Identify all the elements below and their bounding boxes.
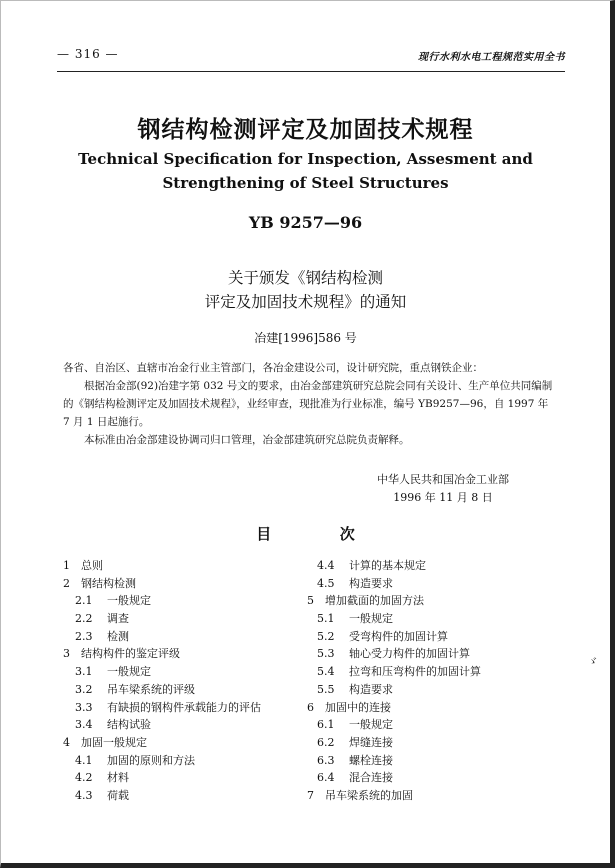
toc-item-label: 增加截面的加固方法	[325, 594, 424, 608]
toc-item	[63, 645, 303, 663]
toc-item	[307, 592, 557, 610]
toc-item	[307, 769, 557, 787]
toc-heading-char-2: 次	[339, 525, 355, 543]
toc-item-label: 结构试验	[107, 718, 151, 732]
toc-item-number: 4.5	[317, 576, 335, 590]
toc-item-number: 5.4	[317, 665, 335, 679]
toc-item-label: 钢结构检测	[81, 576, 136, 590]
toc-item	[63, 681, 303, 699]
title-en-line-2: Strengthening of Steel Structures	[162, 174, 449, 192]
toc-item	[63, 752, 303, 770]
toc-item-number: 5.5	[317, 682, 335, 696]
running-header	[57, 41, 565, 72]
toc-item-label: 受弯构件的加固计算	[349, 629, 448, 643]
toc-item-label: 加固中的连接	[325, 700, 391, 714]
toc-item-number: 4	[63, 735, 70, 749]
toc-item	[63, 663, 303, 681]
toc-item	[63, 628, 303, 646]
addressee: 各省、自治区、直辖市冶金行业主管部门，各冶金建设公司，设计研究院，重点钢铁企业：	[63, 362, 483, 374]
notice-paragraph-1: 根据冶金部(92)冶建字第 032 号文的要求，由冶金部建筑研究总院会同有关设计、生产单位共同编制的《钢结构检测评定及加固技术规程》，业经审查，现批准为行业标准，编号 YB9257—96，自 1997 年 7 月 1 日起施行。	[63, 380, 553, 428]
margin-mark: ゞ	[587, 655, 598, 668]
toc-item-label: 一般规定	[349, 612, 393, 626]
toc-item-number: 4.2	[75, 771, 93, 785]
toc-item-number: 6.3	[317, 753, 335, 767]
toc-item-number: 4.3	[75, 788, 93, 802]
toc-item-label: 加固一般规定	[81, 735, 147, 749]
toc-item-label: 吊车梁系统的评级	[107, 682, 195, 696]
toc-item	[307, 716, 557, 734]
title-en-line-1: Technical Specification for Inspection, Assesment and	[78, 150, 533, 168]
notice-title-line-2: 评定及加固技术规程》的通知	[204, 293, 407, 311]
toc-item-label: 一般规定	[349, 718, 393, 732]
toc-item-label: 荷载	[107, 788, 129, 802]
toc-item-label: 材料	[107, 771, 129, 785]
toc-item-number: 1	[63, 559, 70, 572]
toc-item-number: 2.2	[75, 612, 93, 626]
toc-item-number: 5.1	[317, 612, 335, 626]
toc-item-number: 2	[63, 576, 70, 590]
toc-item-label: 结构构件的鉴定评级	[81, 647, 180, 661]
toc-item-number: 4.4	[317, 559, 335, 572]
page-number: — 316 —	[57, 47, 119, 61]
toc-item-label: 有缺损的钢构件承载能力的评估	[107, 700, 261, 714]
toc-item-label: 焊缝连接	[349, 735, 393, 749]
notice-title	[1, 266, 610, 314]
toc-left-column	[63, 557, 303, 805]
toc-item-label: 构造要求	[349, 576, 393, 590]
toc-item	[63, 575, 303, 593]
toc-item-number: 2.1	[75, 594, 93, 608]
toc-item	[307, 734, 557, 752]
toc-item-label: 一般规定	[107, 665, 151, 679]
notice-title-line-1: 关于颁发《钢结构检测	[227, 269, 383, 287]
toc-item-label: 混合连接	[349, 771, 393, 785]
toc-item-label: 一般规定	[107, 594, 151, 608]
toc-item	[307, 663, 557, 681]
toc-item-label: 加固的原则和方法	[107, 753, 195, 767]
document-title-cn: 钢结构检测评定及加固技术规程	[137, 116, 474, 143]
toc-item	[307, 610, 557, 628]
toc-item	[63, 592, 303, 610]
toc-item-number: 4.1	[75, 753, 93, 767]
toc-right-column	[307, 557, 557, 805]
toc-item-number: 2.3	[75, 629, 93, 643]
toc-item-label: 轴心受力构件的加固计算	[349, 647, 470, 661]
toc-item-number: 5.3	[317, 647, 335, 661]
toc-item-number: 3.4	[75, 718, 93, 732]
toc-item-label: 计算的基本规定	[349, 559, 426, 572]
toc-item-number: 6.1	[317, 718, 335, 732]
toc-item-label: 调查	[107, 612, 129, 626]
toc-item	[63, 557, 303, 575]
toc-item-number: 6.2	[317, 735, 335, 749]
toc-item-label: 构造要求	[349, 682, 393, 696]
toc-item	[307, 575, 557, 593]
toc-item-number: 7	[307, 788, 314, 802]
document-number: 冶建[1996]586 号	[254, 331, 357, 345]
signer: 中华人民共和国冶金工业部	[377, 473, 509, 486]
toc-item	[63, 769, 303, 787]
toc-item	[307, 787, 557, 805]
toc-heading-char-1: 目	[256, 525, 272, 543]
toc-item	[63, 716, 303, 734]
toc-item	[63, 787, 303, 805]
series-title: 现行水利水电工程规范实用全书	[418, 52, 565, 63]
document-title-en	[1, 147, 610, 195]
toc-item-label: 拉弯和压弯构件的加固计算	[349, 665, 481, 679]
toc-item-number: 5.2	[317, 629, 335, 643]
standard-code: YB 9257—96	[248, 213, 363, 232]
notice-body	[63, 359, 558, 449]
toc-item	[307, 681, 557, 699]
toc-item-label: 吊车梁系统的加固	[325, 788, 413, 802]
signature-block	[377, 471, 509, 507]
toc-item-number: 3.2	[75, 682, 93, 696]
toc-item-label: 总则	[81, 559, 103, 572]
issue-date: 1996 年 11 月 8 日	[393, 491, 493, 504]
toc-item	[63, 734, 303, 752]
toc-item	[307, 628, 557, 646]
toc-item-number: 6.4	[317, 771, 335, 785]
toc-item-label: 检测	[107, 629, 129, 643]
toc-item	[307, 645, 557, 663]
toc-item	[63, 610, 303, 628]
toc-item-number: 3.1	[75, 665, 93, 679]
toc-item-number: 3.3	[75, 700, 93, 714]
toc-item	[63, 699, 303, 717]
toc-item-number: 3	[63, 647, 70, 661]
toc-heading	[1, 523, 610, 544]
notice-paragraph-2: 本标准由冶金部建设协调司归口管理，冶金部建筑研究总院负责解释。	[84, 434, 410, 446]
toc-item	[307, 699, 557, 717]
toc-item-label: 螺栓连接	[349, 753, 393, 767]
toc-item	[307, 557, 557, 575]
toc-item-number: 6	[307, 700, 314, 714]
toc-item-number: 5	[307, 594, 314, 608]
toc-item	[307, 752, 557, 770]
